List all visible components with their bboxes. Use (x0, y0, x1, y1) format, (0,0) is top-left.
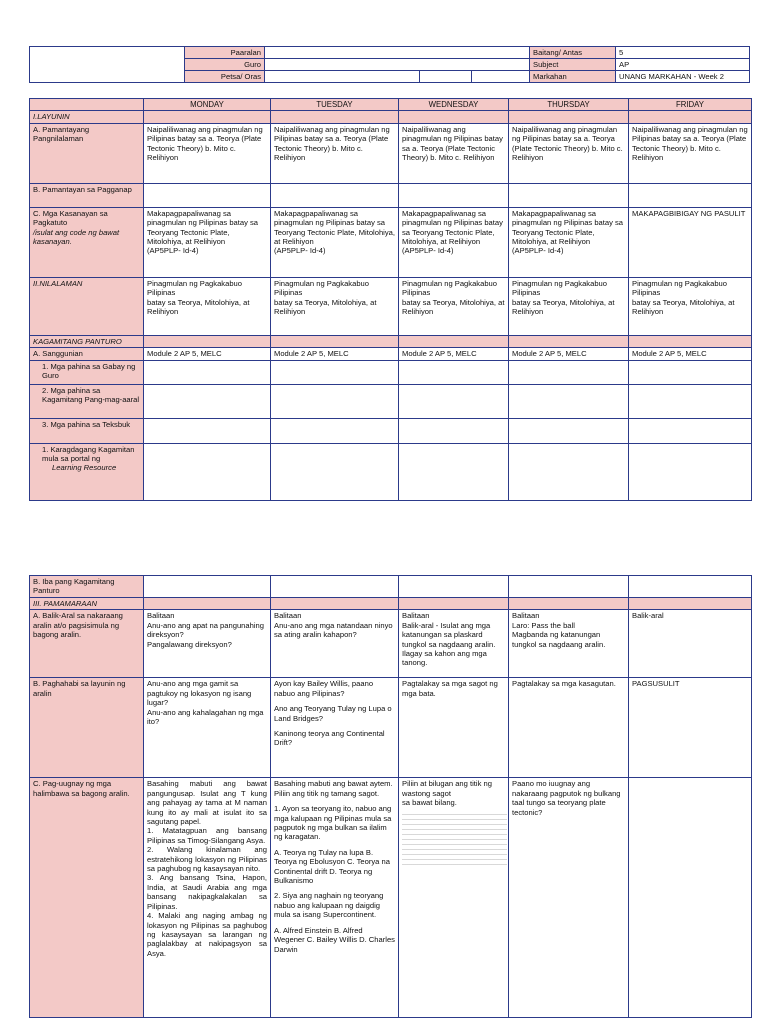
kagamitan-row (30, 335, 752, 347)
item-2: 2. Siya ang naghain ng teoryang nabuo ang kalupaan ng daigdig mula sa isang Supercontinent. (274, 891, 384, 920)
cell-friday[interactable]: PAGSUSULIT (629, 678, 752, 778)
row-label: C. Mga Kasanayan sa Pagkatuto /isulat ang code ng bawat kasanayan. (30, 207, 144, 277)
guro-value[interactable] (265, 59, 530, 71)
nilalaman-row (30, 277, 752, 335)
cell-friday[interactable]: Balik-aral (629, 610, 752, 678)
gabay-guro-row (30, 360, 752, 384)
subject-value[interactable]: AP (616, 59, 750, 71)
cell-friday[interactable]: Naipaliliwanag ang pinagmulan ng Pilipinas batay sa a. Teorya (Plate Tectonic Theory) b. Mito c. Relihiyon (629, 123, 752, 183)
header-table (29, 46, 750, 83)
cell-monday[interactable]: Naipaliliwanag ang pinagmulan ng Pilipinas batay sa a. Teorya (Plate Tectonic Theory) b. Mito c. Relihiyon (144, 123, 271, 183)
cell-thursday[interactable]: Naipaliliwanag ang pinagmulan ng Pilipinas batay sa a. Teorya (Plate Tectonic Theory) b. Mito c. Relihiyon (509, 123, 629, 183)
cell-wednesday[interactable]: Module 2 AP 5, MELC (399, 348, 509, 360)
instruction: Basahing mabuti ang bawat aytem. Piliin ang titik ng tamang sagot. (274, 779, 393, 798)
worksheet-thumbnail-image (402, 814, 507, 866)
day-friday: FRIDAY (629, 99, 752, 111)
pag-uugnay-row (30, 778, 752, 1018)
cell-tuesday[interactable]: Naipaliliwanag ang pinagmulan ng Pilipinas batay sa a. Teorya (Plate Tectonic Theory) b. Mito c. Relihiyon (271, 123, 399, 183)
kagamitan-heading: KAGAMITANG PANTURO (30, 335, 144, 347)
cell-tuesday[interactable]: Module 2 AP 5, MELC (271, 348, 399, 360)
paaralan-value[interactable] (265, 47, 530, 59)
cell-tuesday[interactable]: Makapagpapaliwanag sa pinagmulan ng Pilipinas batay sa Teoryang Tectonic Plate, Mitolohiya, at Relihiyon (AP5PLP- Id-4) (271, 207, 399, 277)
cell-monday[interactable]: Makapagpapaliwanag sa pinagmulan ng Pilipinas batay sa Teoryang Tectonic Plate, Mitolohiya, at Relihiyon (AP5PLP- Id-4) (144, 207, 271, 277)
paaralan-label: Paaralan (185, 47, 265, 59)
instruction: Piliin at bilugan ang titik ng wastong sagot sa bawat bilang. (402, 779, 492, 808)
petsa-value-2[interactable] (420, 71, 472, 83)
cell-tuesday[interactable] (271, 678, 399, 778)
header-blank (30, 47, 185, 83)
iba-pang-kagamitan-row (30, 576, 752, 598)
pamamaraan-heading: III. PAMAMARAAN (30, 598, 144, 610)
cell-friday[interactable]: Pinagmulan ng Pagkakabuo Pilipinas batay sa Teorya, Mitolohiya, at Relihiyon (629, 277, 752, 335)
balik-aral-row (30, 610, 752, 678)
item-1: 1. Ayon sa teoryang ito, nabuo ang mga kalupaan ng Pilipinas mula sa pagputok ng mga bulkan sa ilalim ng karagatan. (274, 804, 392, 842)
cell-tuesday[interactable] (271, 778, 399, 1018)
cell-wednesday[interactable]: Pinagmulan ng Pagkakabuo Pilipinas batay sa Teorya, Mitolohiya, at Relihiyon (399, 277, 509, 335)
pamantayang-pangnilalaman-row (30, 123, 752, 183)
cell-tuesday[interactable]: Pinagmulan ng Pagkakabuo Pilipinas batay sa Teorya, Mitolohiya, at Relihiyon (271, 277, 399, 335)
petsa-label: Petsa/ Oras (185, 71, 265, 83)
row-label: 1. Karagdagang Kagamitan mula sa portal ng Learning Resource (30, 443, 144, 500)
cell-thursday[interactable]: Pinagmulan ng Pagkakabuo Pilipinas batay sa Teorya, Mitolohiya, at Relihiyon (509, 277, 629, 335)
pamamaraan-row (30, 598, 752, 610)
day-monday: MONDAY (144, 99, 271, 111)
cell-friday[interactable] (629, 778, 752, 1018)
lesson-plan-table-page1 (29, 98, 752, 501)
cell-monday[interactable]: Balitaan Anu-ano ang apat na pangunahing direksyon? Pangalawang direksyon? (144, 610, 271, 678)
layunin-row (30, 111, 752, 123)
cell-friday[interactable]: MAKAPAGBIBIGAY NG PASULIT (629, 207, 752, 277)
baitang-label: Baitang/ Antas (530, 47, 616, 59)
day-thursday: THURSDAY (509, 99, 629, 111)
kagamitang-mag-aaral-row (30, 384, 752, 418)
row-label: A. Sanggunian (30, 348, 144, 360)
row-label: B. Paghahabi sa layunin ng aralin (30, 678, 144, 778)
row-label: A. Balik-Aral sa nakaraang aralin at/o pagsisimula ng bagong aralin. (30, 610, 144, 678)
cell-monday[interactable]: Basahing mabuti ang bawat pangungusap. Isulat ang T kung ang pahayag ay tama at M naman kung ito ay mali at isulat ito sa sagutang papel. 1. Matatagpuan ang bansang Pilipinas sa Timog-Silangang Asya. 2. Walang kinalaman ang estratehikong lokasyon ng Pilipinas sa paghubog ng kasaysayan nito. 3. Ang bansang Tsina, Hapon, India, at Saudi Arabia ang mga bansang nakipagkalakalan sa Pilipinas. 4. Malaki ang naging ambag ng lokasyon ng Pilipinas sa paghubog ng kasaysayan sa larangan ng paglalakbay at nakipagsyon sa Asya. (144, 778, 271, 1018)
row-label: B. Iba pang Kagamitang Panturo (30, 576, 144, 598)
markahan-label: Markahan (530, 71, 616, 83)
corner-cell (30, 99, 144, 111)
cell-thursday[interactable]: Makapagpapaliwanag sa pinagmulan ng Pilipinas batay sa Teoryang Tectonic Plate, Mitolohiya, at Relihiyon (AP5PLP- Id-4) (509, 207, 629, 277)
sanggunian-row (30, 348, 752, 360)
cell-thursday[interactable]: Module 2 AP 5, MELC (509, 348, 629, 360)
petsa-value-3[interactable] (472, 71, 530, 83)
cell-thursday[interactable]: Balitaan Laro: Pass the ball Magbanda ng katanungan tungkol sa nagdaang aralin. (509, 610, 629, 678)
cell-friday[interactable]: Module 2 AP 5, MELC (629, 348, 752, 360)
day-header-row (30, 99, 752, 111)
row-label: 1. Mga pahina sa Gabay ng Guro (30, 360, 144, 384)
day-wednesday: WEDNESDAY (399, 99, 509, 111)
pamantayan-pagganap-row (30, 183, 752, 207)
cell-wednesday[interactable]: Makapagpapaliwanag sa pinagmulan ng Pilipinas batay sa Teoryang Tectonic Plate, Mitolohiya, at Relihiyon (AP5PLP- Id-4) (399, 207, 509, 277)
day-tuesday: TUESDAY (271, 99, 399, 111)
cell-thursday[interactable]: Paano mo iuugnay ang nakaraang pagputok ng bulkang taal tungo sa teoryang plate tectonic? (509, 778, 629, 1018)
cell-tuesday[interactable]: Balitaan Anu-ano ang mga natandaan ninyo sa ating aralin kahapon? (271, 610, 399, 678)
item-2-choices: A. Alfred Einstein B. Alfred Wegener C. Bailey Willis D. Charles Darwin (274, 925, 395, 954)
teksbuk-row (30, 418, 752, 443)
question-1: Ayon kay Bailey Willis, paano nabuo ang Pilipinas? (274, 679, 374, 698)
paghahabi-row (30, 678, 752, 778)
row-label: 3. Mga pahina sa Teksbuk (30, 418, 144, 443)
cell-wednesday[interactable] (399, 778, 509, 1018)
baitang-value[interactable]: 5 (616, 47, 750, 59)
cell-wednesday[interactable]: Naipaliliwanag ang pinagmulan ng Pilipinas batay sa a. Teorya (Plate Tectonic Theory) b. Mito c. Relihiyon (399, 123, 509, 183)
row-label: C. Pag-uugnay ng mga halimbawa sa bagong aralin. (30, 778, 144, 1018)
row-label: II.NILALAMAN (30, 277, 144, 335)
cell-wednesday[interactable]: Balitaan Balik-aral - Isulat ang mga katanungan sa plaskard tungkol sa nagdaang aralin. Ilagay sa kahon ang mga tanong. (399, 610, 509, 678)
subject-label: Subject (530, 59, 616, 71)
row-label: 2. Mga pahina sa Kagamitang Pang-mag-aaral (30, 384, 144, 418)
item-1-choices: A. Teorya ng Tulay na lupa B. Teorya ng Ebolusyon C. Teorya na Continental drift D. Teorya ng Bulkanismo (274, 847, 390, 886)
question-2: Ano ang Teoryang Tulay ng Lupa o Land Bridges? (274, 704, 392, 723)
row-label: B. Pamantayan sa Pagganap (30, 183, 144, 207)
cell-thursday[interactable]: Pagtalakay sa mga kasagutan. (509, 678, 629, 778)
guro-label: Guro (185, 59, 265, 71)
layunin-heading: I.LAYUNIN (30, 111, 144, 123)
cell-monday[interactable]: Anu-ano ang mga gamit sa pagtukoy ng lokasyon ng isang lugar? Anu-ano ang kahalagahan ng mga ito? (144, 678, 271, 778)
markahan-value[interactable]: UNANG MARKAHAN - Week 2 (616, 71, 750, 83)
karagdagang-kagamitan-row (30, 443, 752, 500)
cell-wednesday[interactable]: Pagtalakay sa mga sagot ng mga bata. (399, 678, 509, 778)
petsa-value-1[interactable] (265, 71, 420, 83)
kasanayan-row (30, 207, 752, 277)
cell-monday[interactable]: Module 2 AP 5, MELC (144, 348, 271, 360)
cell-monday[interactable]: Pinagmulan ng Pagkakabuo Pilipinas batay sa Teorya, Mitolohiya, at Relihiyon (144, 277, 271, 335)
question-3: Kaninong teorya ang Continental Drift? (274, 729, 385, 748)
lesson-plan-table-page2 (29, 575, 752, 1018)
row-label: A. Pamantayang Pangnilalaman (30, 123, 144, 183)
